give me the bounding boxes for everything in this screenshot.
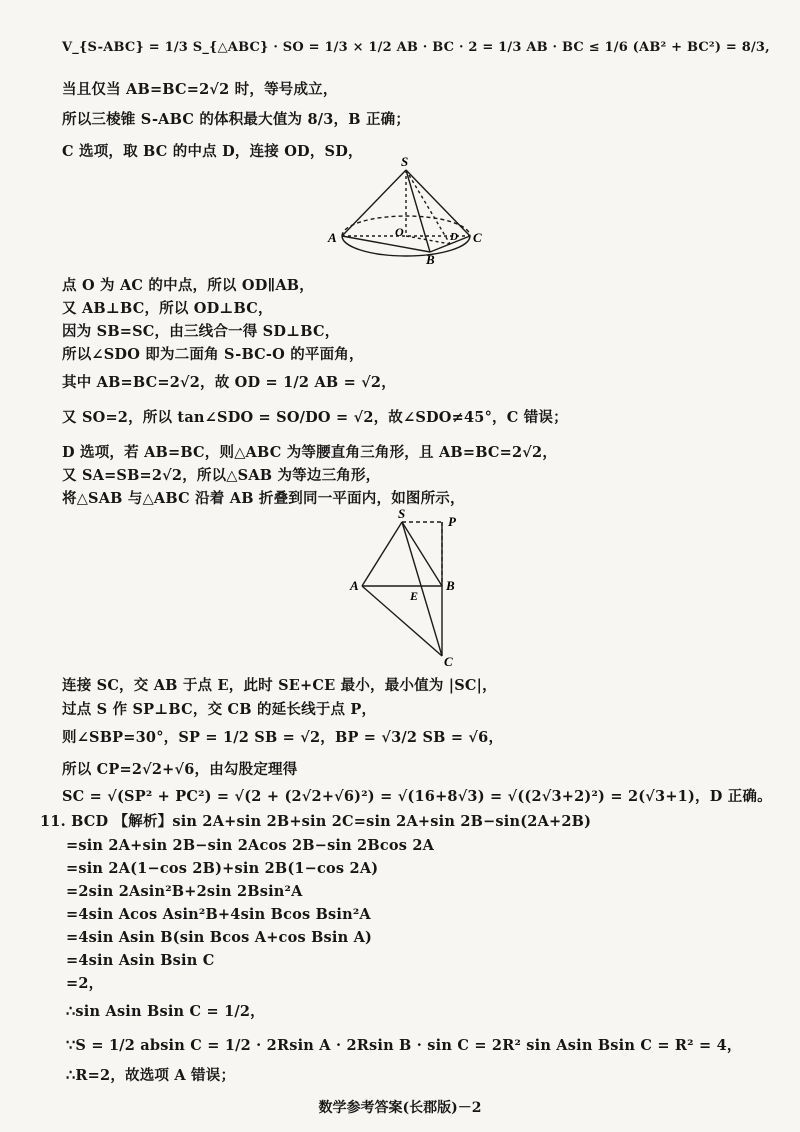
q11-step-5: =4sin Asin B(sin Bcos A+cos Bsin A) <box>66 929 373 946</box>
text-line-18: SC = √(SP² + PC²) = √(2 + (2√2+√6)²) = √(16+8√3) = √((2√3+2)²) = 2(√3+1)，D 正确。 <box>62 788 772 805</box>
text-line-5: 点 O 为 AC 的中点，所以 OD∥AB， <box>62 277 314 294</box>
text-line-9: 其中 AB=BC=2√2，故 OD = 1/2 AB = √2， <box>62 374 396 391</box>
q11-step-3: =2sin 2Asin²B+2sin 2Bsin²A <box>66 883 303 900</box>
label-o: O <box>395 225 404 239</box>
text-line-1: V_{S-ABC} = 1/3 S_{△ABC} · SO = 1/3 × 1/2 AB · BC · 2 = 1/3 AB · BC ≤ 1/6 (AB² + BC²) = 8/3, <box>62 40 770 55</box>
q11-step-9: ∵S = 1/2 absin C = 1/2 · 2Rsin A · 2Rsin B · sin C = 2R² sin Asin Bsin C = R² = 4， <box>66 1037 742 1054</box>
text-line-4: C 选项，取 BC 的中点 D，连接 OD，SD， <box>62 143 363 160</box>
text-line-2: 当且仅当 AB=BC=2√2 时，等号成立， <box>62 81 338 98</box>
q11-step-2: =sin 2A(1−cos 2B)+sin 2B(1−cos 2A) <box>66 860 379 877</box>
q11-step-10: ∴R=2，故选项 A 错误； <box>66 1067 236 1084</box>
text-line-15: 过点 S 作 SP⊥BC，交 CB 的延长线于点 P， <box>62 701 377 718</box>
q11-step-6: =4sin Asin Bsin C <box>66 952 215 969</box>
q11-step-1: =sin 2A+sin 2B−sin 2Acos 2B−sin 2Bcos 2A <box>66 837 435 854</box>
folded-triangles-figure <box>340 506 470 668</box>
label-p: P <box>448 514 456 529</box>
text-line-6: 又 AB⊥BC，所以 OD⊥BC， <box>62 300 273 317</box>
text-line-3: 所以三棱锥 S-ABC 的体积最大值为 8/3，B 正确； <box>62 111 411 128</box>
label-b2: B <box>446 578 455 593</box>
label-e: E <box>410 589 419 603</box>
q11-header: 11. BCD 【解析】sin 2A+sin 2B+sin 2C=sin 2A+sin 2B−sin(2A+2B) <box>40 813 592 830</box>
text-line-14: 连接 SC，交 AB 于点 E，此时 SE+CE 最小，最小值为 |SC|， <box>62 677 497 694</box>
label-b: B <box>426 252 435 267</box>
text-line-8: 所以∠SDO 即为二面角 S-BC-O 的平面角， <box>62 346 364 363</box>
label-s: S <box>401 154 409 169</box>
label-a2: A <box>350 578 359 593</box>
text-line-17: 所以 CP=2√2+√6，由勾股定理得 <box>62 761 298 778</box>
text-line-7: 因为 SB=SC，由三线合一得 SD⊥BC， <box>62 323 340 340</box>
cone-figure <box>320 152 500 267</box>
label-s2: S <box>398 506 406 521</box>
q11-step-8: ∴sin Asin Bsin C = 1/2， <box>66 1003 265 1020</box>
text-line-13: 将△SAB 与△ABC 沿着 AB 折叠到同一平面内，如图所示， <box>62 490 465 507</box>
label-d: D <box>450 231 458 243</box>
q11-step-4: =4sin Acos Asin²B+4sin Bcos Bsin²A <box>66 906 371 923</box>
text-line-11: D 选项，若 AB=BC，则△ABC 为等腰直角三角形，且 AB=BC=2√2， <box>62 444 558 461</box>
text-line-10: 又 SO=2，所以 tan∠SDO = SO/DO = √2，故∠SDO≠45°，C 错误； <box>62 409 568 426</box>
label-c2: C <box>444 654 453 668</box>
label-a: A <box>328 230 337 245</box>
text-line-12: 又 SA=SB=2√2，所以△SAB 为等边三角形， <box>62 467 381 484</box>
page-footer: 数学参考答案(长郡版)－2 <box>318 1100 482 1116</box>
q11-step-7: =2， <box>66 975 104 992</box>
text-line-16: 则∠SBP=30°，SP = 1/2 SB = √2，BP = √3/2 SB = √6， <box>62 729 504 746</box>
label-c: C <box>473 230 482 245</box>
